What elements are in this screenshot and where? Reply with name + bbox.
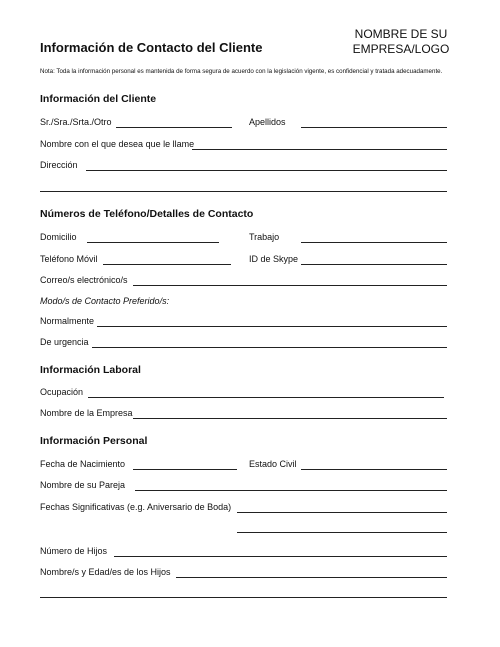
num-children-line[interactable]: [114, 556, 447, 557]
company-logo-placeholder: [340, 27, 462, 57]
urgent-line[interactable]: [92, 347, 447, 348]
partner-name-label: Nombre de su Pareja: [40, 480, 126, 490]
marital-status-label: Estado Civil: [249, 459, 297, 469]
significant-dates-line-2[interactable]: [237, 532, 447, 533]
partner-name-line[interactable]: [135, 490, 447, 491]
significant-dates-label: Fechas Significativas (e.g. Aniversario de Boda): [40, 502, 232, 512]
address-line-1[interactable]: [86, 170, 447, 171]
address-label: Dirección: [40, 160, 78, 170]
company-name-label: Nombre de la Empresa: [40, 408, 133, 418]
mobile-phone-label: Teléfono Móvil: [40, 254, 98, 264]
work-phone-line[interactable]: [301, 242, 447, 243]
occupation-line[interactable]: [88, 397, 444, 398]
email-label: Correo/s electrónico/s: [40, 275, 128, 285]
title-field-line[interactable]: [116, 127, 232, 128]
surname-line[interactable]: [301, 127, 447, 128]
address-line-2[interactable]: [40, 191, 447, 192]
logo-line-2: EMPRESA/LOGO: [352, 42, 450, 56]
title-field-label: Sr./Sra./Srta./Otro: [40, 117, 112, 127]
preferred-contact-mode-label: Modo/s de Contacto Preferido/s:: [40, 296, 170, 306]
normally-line[interactable]: [97, 326, 447, 327]
children-names-ages-label: Nombre/s y Edad/es de los Hijos: [40, 567, 171, 577]
home-phone-label: Domicilio: [40, 232, 77, 242]
company-name-line[interactable]: [133, 418, 447, 419]
section-title-client: Información del Cliente: [40, 93, 157, 105]
skype-id-line[interactable]: [301, 264, 447, 265]
section-title-phones: Números de Teléfono/Detalles de Contacto: [40, 208, 254, 220]
skype-id-label: ID de Skype: [249, 254, 299, 264]
occupation-label: Ocupación: [40, 387, 84, 397]
mobile-phone-line[interactable]: [103, 264, 231, 265]
preferred-name-label: Nombre con el que desea que le llame: [40, 139, 195, 149]
email-line[interactable]: [133, 285, 447, 286]
birth-date-label: Fecha de Nacimiento: [40, 459, 126, 469]
normally-label: Normalmente: [40, 316, 95, 326]
logo-line-1: NOMBRE DE SU: [354, 27, 448, 41]
children-names-ages-line-1[interactable]: [176, 577, 447, 578]
section-title-work: Información Laboral: [40, 364, 141, 376]
surname-label: Apellidos: [249, 117, 286, 127]
page-title: Información de Contacto del Cliente: [40, 40, 263, 55]
num-children-label: Número de Hijos: [40, 546, 108, 556]
preferred-name-line[interactable]: [192, 149, 447, 150]
significant-dates-line-1[interactable]: [237, 512, 447, 513]
marital-status-line[interactable]: [301, 469, 447, 470]
birth-date-line[interactable]: [133, 469, 237, 470]
work-phone-label: Trabajo: [249, 232, 280, 242]
privacy-note: Nota: Toda la información personal es mantenida de forma segura de acuerdo con la legislación vigente, es confidencial y tratada adecuadamente.: [40, 68, 443, 75]
home-phone-line[interactable]: [87, 242, 219, 243]
section-title-personal: Información Personal: [40, 435, 148, 447]
children-names-ages-line-2[interactable]: [40, 597, 447, 598]
urgent-label: De urgencia: [40, 337, 89, 347]
